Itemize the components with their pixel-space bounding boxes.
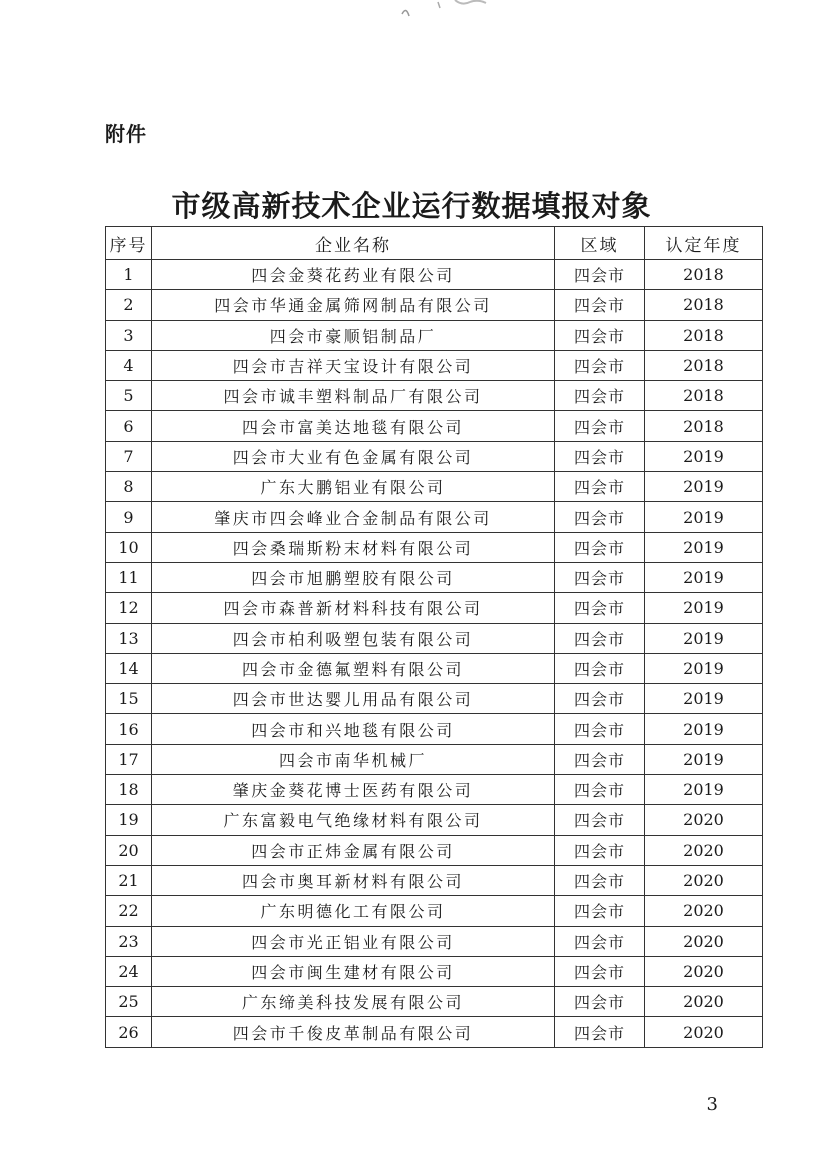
- table-row: [106, 532, 763, 562]
- row-serial-number: 3: [106, 320, 152, 350]
- row-certification-year: 2018: [645, 320, 763, 350]
- row-region: 四会市: [555, 775, 645, 805]
- header-region: 区域: [555, 227, 645, 260]
- row-enterprise-name: 四会市华通金属筛网制品有限公司: [152, 290, 555, 320]
- row-region: 四会市: [555, 744, 645, 774]
- row-serial-number: 22: [106, 896, 152, 926]
- row-certification-year: 2019: [645, 441, 763, 471]
- row-serial-number: 8: [106, 472, 152, 502]
- row-serial-number: 11: [106, 562, 152, 592]
- row-region: 四会市: [555, 350, 645, 380]
- row-enterprise-name: 四会金葵花药业有限公司: [152, 260, 555, 290]
- row-certification-year: 2019: [645, 502, 763, 532]
- row-serial-number: 6: [106, 411, 152, 441]
- row-region: 四会市: [555, 623, 645, 653]
- row-certification-year: 2019: [645, 472, 763, 502]
- row-enterprise-name: 广东明德化工有限公司: [152, 896, 555, 926]
- row-serial-number: 24: [106, 956, 152, 986]
- table-header-row: [106, 227, 763, 260]
- table-row: [106, 502, 763, 532]
- row-enterprise-name: 四会市千俊皮革制品有限公司: [152, 1017, 555, 1047]
- attachment-label: 附件: [105, 122, 147, 146]
- row-region: 四会市: [555, 865, 645, 895]
- table-row: [106, 411, 763, 441]
- row-region: 四会市: [555, 290, 645, 320]
- table-row: [106, 805, 763, 835]
- row-region: 四会市: [555, 987, 645, 1017]
- table-row: [106, 926, 763, 956]
- row-serial-number: 5: [106, 381, 152, 411]
- row-enterprise-name: 四会市豪顺铝制品厂: [152, 320, 555, 350]
- row-enterprise-name: 四会市大业有色金属有限公司: [152, 441, 555, 471]
- row-region: 四会市: [555, 835, 645, 865]
- row-enterprise-name: 广东大鹏铝业有限公司: [152, 472, 555, 502]
- table-row: [106, 956, 763, 986]
- row-enterprise-name: 四会市诚丰塑料制品厂有限公司: [152, 381, 555, 411]
- row-serial-number: 21: [106, 865, 152, 895]
- row-serial-number: 20: [106, 835, 152, 865]
- table-row: [106, 562, 763, 592]
- table-row: [106, 472, 763, 502]
- row-certification-year: 2020: [645, 805, 763, 835]
- row-region: 四会市: [555, 260, 645, 290]
- row-certification-year: 2019: [645, 532, 763, 562]
- row-enterprise-name: 四会市世达婴儿用品有限公司: [152, 684, 555, 714]
- row-enterprise-name: 四会市旭鹏塑胶有限公司: [152, 562, 555, 592]
- row-region: 四会市: [555, 562, 645, 592]
- table-row: [106, 714, 763, 744]
- row-enterprise-name: 四会桑瑞斯粉末材料有限公司: [152, 532, 555, 562]
- row-region: 四会市: [555, 502, 645, 532]
- row-region: 四会市: [555, 593, 645, 623]
- scan-artifact: [400, 0, 490, 22]
- table-row: [106, 775, 763, 805]
- row-serial-number: 25: [106, 987, 152, 1017]
- row-serial-number: 26: [106, 1017, 152, 1047]
- row-enterprise-name: 四会市南华机械厂: [152, 744, 555, 774]
- table-row: [106, 290, 763, 320]
- row-serial-number: 19: [106, 805, 152, 835]
- table-row: [106, 896, 763, 926]
- row-serial-number: 7: [106, 441, 152, 471]
- header-certification-year: 认定年度: [645, 227, 763, 260]
- table-row: [106, 1017, 763, 1047]
- row-enterprise-name: 四会市吉祥天宝设计有限公司: [152, 350, 555, 380]
- row-serial-number: 2: [106, 290, 152, 320]
- row-certification-year: 2019: [645, 593, 763, 623]
- table-row: [106, 441, 763, 471]
- enterprise-table: [105, 226, 763, 1048]
- header-serial-number: 序号: [106, 227, 152, 260]
- row-serial-number: 14: [106, 653, 152, 683]
- row-enterprise-name: 四会市正炜金属有限公司: [152, 835, 555, 865]
- row-enterprise-name: 四会市柏利吸塑包装有限公司: [152, 623, 555, 653]
- row-certification-year: 2018: [645, 411, 763, 441]
- row-serial-number: 15: [106, 684, 152, 714]
- table-row: [106, 350, 763, 380]
- row-serial-number: 12: [106, 593, 152, 623]
- table-row: [106, 684, 763, 714]
- row-region: 四会市: [555, 896, 645, 926]
- row-serial-number: 23: [106, 926, 152, 956]
- table-body: [106, 260, 763, 1048]
- row-certification-year: 2019: [645, 775, 763, 805]
- row-enterprise-name: 四会市富美达地毯有限公司: [152, 411, 555, 441]
- row-certification-year: 2020: [645, 956, 763, 986]
- row-serial-number: 10: [106, 532, 152, 562]
- row-certification-year: 2020: [645, 865, 763, 895]
- row-certification-year: 2019: [645, 684, 763, 714]
- row-serial-number: 17: [106, 744, 152, 774]
- row-region: 四会市: [555, 956, 645, 986]
- row-enterprise-name: 四会市和兴地毯有限公司: [152, 714, 555, 744]
- row-enterprise-name: 四会市闽生建材有限公司: [152, 956, 555, 986]
- page-number: 3: [706, 1094, 718, 1115]
- row-enterprise-name: 广东富毅电气绝缘材料有限公司: [152, 805, 555, 835]
- table-row: [106, 593, 763, 623]
- row-region: 四会市: [555, 926, 645, 956]
- table-row: [106, 260, 763, 290]
- row-certification-year: 2019: [645, 744, 763, 774]
- row-region: 四会市: [555, 805, 645, 835]
- row-region: 四会市: [555, 1017, 645, 1047]
- row-certification-year: 2018: [645, 350, 763, 380]
- row-region: 四会市: [555, 684, 645, 714]
- row-certification-year: 2020: [645, 835, 763, 865]
- table-row: [106, 744, 763, 774]
- table-row: [106, 381, 763, 411]
- row-enterprise-name: 四会市金德氟塑料有限公司: [152, 653, 555, 683]
- table-row: [106, 865, 763, 895]
- row-region: 四会市: [555, 320, 645, 350]
- table-row: [106, 320, 763, 350]
- row-certification-year: 2018: [645, 290, 763, 320]
- row-enterprise-name: 肇庆市四会峰业合金制品有限公司: [152, 502, 555, 532]
- row-enterprise-name: 四会市森普新材料科技有限公司: [152, 593, 555, 623]
- row-serial-number: 16: [106, 714, 152, 744]
- row-certification-year: 2020: [645, 1017, 763, 1047]
- row-certification-year: 2019: [645, 562, 763, 592]
- row-enterprise-name: 广东缔美科技发展有限公司: [152, 987, 555, 1017]
- row-certification-year: 2018: [645, 381, 763, 411]
- row-enterprise-name: 四会市奥耳新材料有限公司: [152, 865, 555, 895]
- row-region: 四会市: [555, 653, 645, 683]
- header-enterprise-name: 企业名称: [152, 227, 555, 260]
- row-region: 四会市: [555, 411, 645, 441]
- row-region: 四会市: [555, 441, 645, 471]
- document-title: 市级高新技术企业运行数据填报对象: [171, 189, 652, 223]
- row-region: 四会市: [555, 381, 645, 411]
- row-certification-year: 2019: [645, 714, 763, 744]
- row-serial-number: 9: [106, 502, 152, 532]
- row-serial-number: 13: [106, 623, 152, 653]
- row-region: 四会市: [555, 532, 645, 562]
- table-row: [106, 835, 763, 865]
- row-certification-year: 2019: [645, 623, 763, 653]
- row-region: 四会市: [555, 714, 645, 744]
- row-certification-year: 2020: [645, 926, 763, 956]
- table-row: [106, 653, 763, 683]
- row-certification-year: 2020: [645, 987, 763, 1017]
- row-certification-year: 2018: [645, 260, 763, 290]
- row-certification-year: 2019: [645, 653, 763, 683]
- table-row: [106, 623, 763, 653]
- row-enterprise-name: 四会市光正铝业有限公司: [152, 926, 555, 956]
- row-region: 四会市: [555, 472, 645, 502]
- row-serial-number: 18: [106, 775, 152, 805]
- row-serial-number: 4: [106, 350, 152, 380]
- row-enterprise-name: 肇庆金葵花博士医药有限公司: [152, 775, 555, 805]
- row-certification-year: 2020: [645, 896, 763, 926]
- table-row: [106, 987, 763, 1017]
- row-serial-number: 1: [106, 260, 152, 290]
